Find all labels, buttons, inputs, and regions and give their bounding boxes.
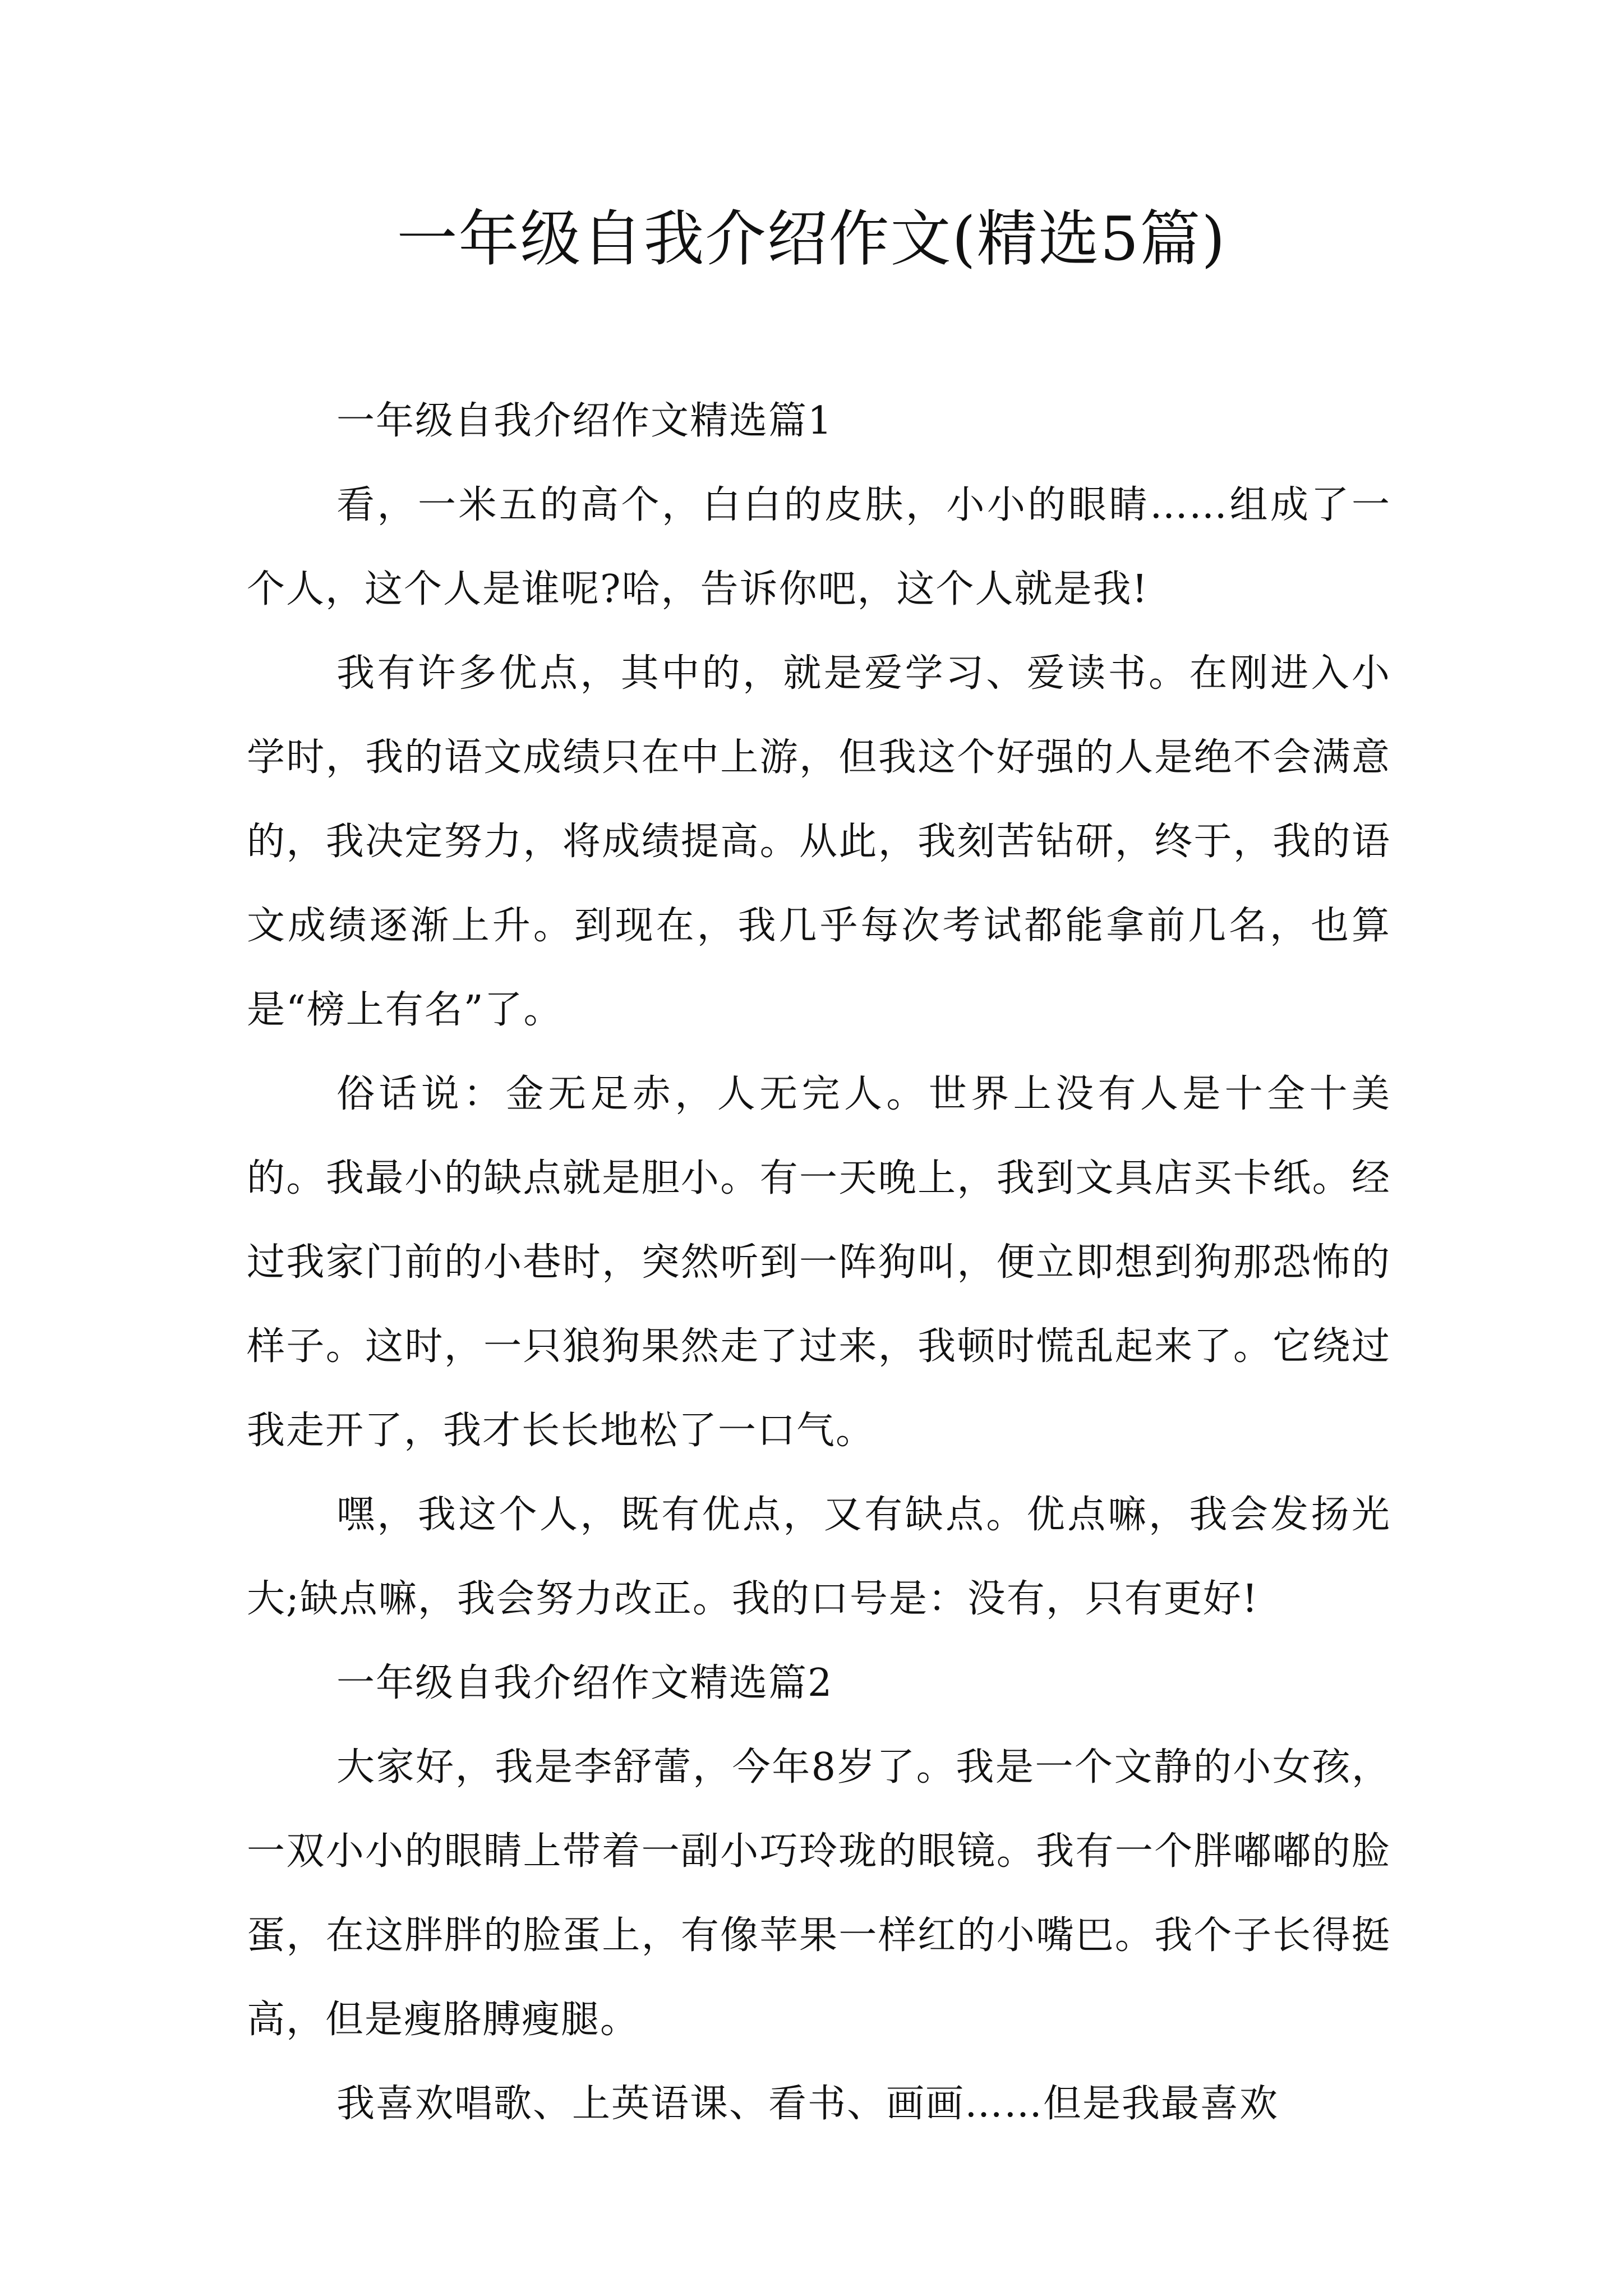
paragraph: 看，一米五的高个，白白的皮肤，小小的眼睛……组成了一个人，这个人是谁呢?哈，告诉你吧，这个人就是我! <box>247 483 1391 611</box>
section-2 <box>247 1641 1391 2146</box>
paragraph: 大家好，我是李舒蕾，今年8岁了。我是一个文静的小女孩，一双小小的眼睛上带着一副小巧玲珑的眼镜。我有一个胖嘟嘟的脸蛋，在这胖胖的脸蛋上，有像苹果一样红的小嘴巴。我个子长得挺高，但是瘦胳膊瘦腿。 <box>247 1745 1391 2042</box>
paragraph: 俗话说：金无足赤，人无完人。世界上没有人是十全十美的。我最小的缺点就是胆小。有一天晚上，我到文具店买卡纸。经过我家门前的小巷时，突然听到一阵狗叫，便立即想到狗那恐怖的样子。这时，一只狼狗果然走了过来，我顿时慌乱起来了。它绕过我走开了，我才长长地松了一口气。 <box>247 1072 1391 1453</box>
document-body <box>247 379 1391 2146</box>
paragraph: 我有许多优点，其中的，就是爱学习、爱读书。在刚进入小学时，我的语文成绩只在中上游，但我这个好强的人是绝不会满意的，我决定努力，将成绩提高。从此，我刻苦钻研，终于，我的语文成绩逐渐上升。到现在，我几乎每次考试都能拿前几名，也算是“榜上有名”了。 <box>247 651 1391 1032</box>
paragraph: 我喜欢唱歌、上英语课、看书、画画……但是我最喜欢 <box>336 2082 1279 2126</box>
section-heading: 一年级自我介绍作文精选篇1 <box>336 399 833 443</box>
paragraph: 嘿，我这个人，既有优点，又有缺点。优点嘛，我会发扬光大;缺点嘛，我会努力改正。我的口号是：没有，只有更好! <box>247 1493 1391 1621</box>
section-heading: 一年级自我介绍作文精选篇2 <box>336 1661 833 1705</box>
section-1 <box>247 379 1391 1641</box>
document-title: 一年级自我介绍作文(精选5篇) <box>396 204 1227 274</box>
